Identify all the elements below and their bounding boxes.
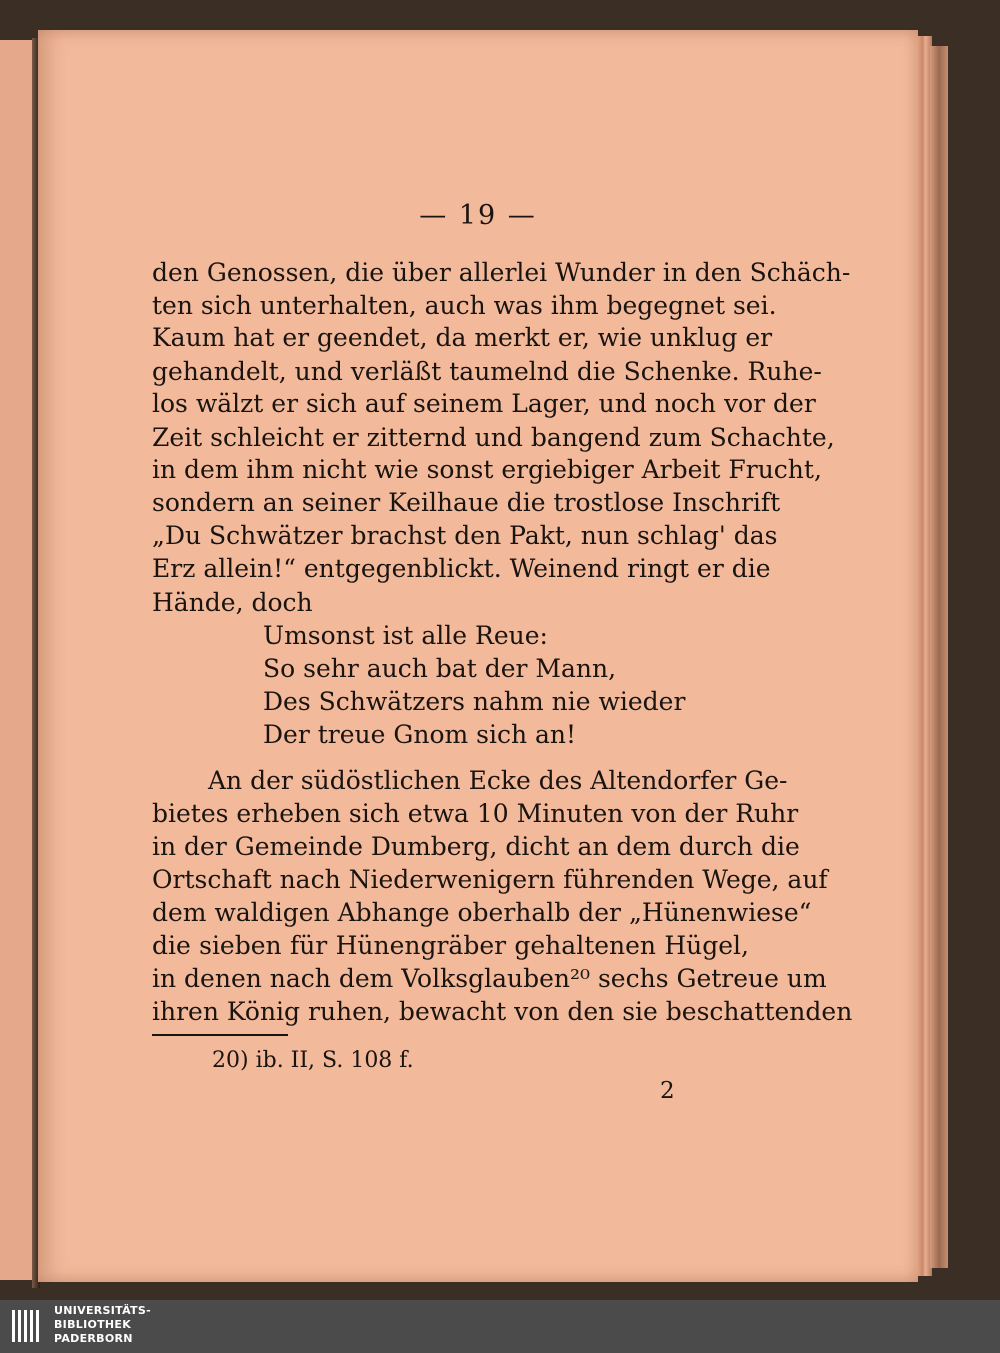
left-page-edge: [0, 40, 36, 1280]
text-line: bietes erheben sich etwa 10 Minuten von der Ruhr: [152, 799, 799, 828]
text-line: Ortschaft nach Niederwenigern führenden Wege, auf: [152, 865, 828, 894]
signature-mark: 2: [660, 1078, 675, 1104]
footnote-rule: [152, 1034, 288, 1036]
verse-line: Der treue Gnom sich an!: [263, 720, 577, 749]
library-name-line2: BIBLIOTHEK: [54, 1318, 132, 1331]
verse-line: Umsonst ist alle Reue:: [263, 621, 548, 650]
library-logo-icon: [10, 1306, 50, 1346]
verse-line: So sehr auch bat der Mann,: [263, 654, 617, 683]
text-line: ihren König ruhen, bewacht von den sie beschattenden: [152, 997, 853, 1026]
text-line: gehandelt, und verläßt taumelnd die Schenke. Ruhe-: [152, 357, 822, 386]
verse-line: Des Schwätzers nahm nie wieder: [263, 687, 686, 716]
text-line: die sieben für Hünengräber gehaltenen Hügel,: [152, 931, 749, 960]
text-line: in dem ihm nicht wie sonst ergiebiger Arbeit Frucht,: [152, 455, 822, 484]
text-line: „Du Schwätzer brachst den Pakt, nun schlag' das: [152, 521, 778, 550]
text-line: An der südöstlichen Ecke des Altendorfer Ge-: [208, 766, 788, 795]
book-page: [38, 30, 918, 1282]
text-line: ten sich unterhalten, auch was ihm begegnet sei.: [152, 291, 777, 320]
page-number-header: — 19 —: [419, 200, 537, 231]
library-name-line1: UNIVERSITÄTS-: [54, 1304, 151, 1317]
text-line: Erz allein!“ entgegenblickt. Weinend ringt er die: [152, 554, 771, 583]
text-line: in der Gemeinde Dumberg, dicht an dem durch die: [152, 832, 800, 861]
text-line: in denen nach dem Volksglauben²⁰ sechs Getreue um: [152, 964, 827, 993]
page-stack-edge-outer: [930, 46, 948, 1268]
footnote: 20) ib. II, S. 108 f.: [212, 1048, 414, 1073]
text-line: dem waldigen Abhange oberhalb der „Hünenwiese“: [152, 898, 812, 927]
library-name-line3: PADERBORN: [54, 1332, 133, 1345]
text-line: Kaum hat er geendet, da merkt er, wie unklug er: [152, 323, 773, 352]
text-line: Hände, doch: [152, 588, 313, 617]
text-line: den Genossen, die über allerlei Wunder in den Schäch-: [152, 258, 851, 287]
text-line: los wälzt er sich auf seinem Lager, und noch vor der: [152, 389, 816, 418]
text-line: Zeit schleicht er zitternd und bangend zum Schachte,: [152, 423, 835, 452]
text-line: sondern an seiner Keilhaue die trostlose Inschrift: [152, 488, 781, 517]
library-footer-bar: [0, 1300, 1000, 1353]
